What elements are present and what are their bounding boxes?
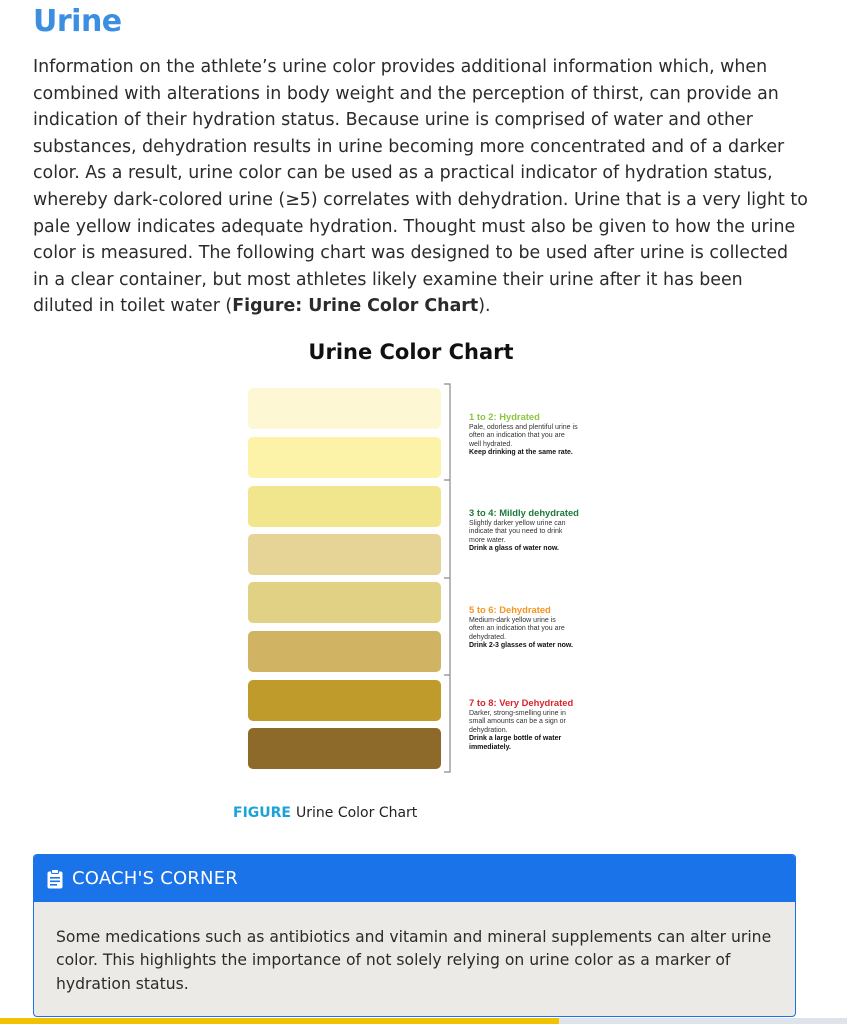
level-description: Medium-dark yellow urine is often an indication that you are dehydrated. bbox=[469, 617, 565, 641]
swatch-4 bbox=[248, 534, 441, 575]
level-advice: Drink 2-3 glasses of water now. bbox=[469, 642, 573, 650]
figure-reference-link[interactable]: Figure: Urine Color Chart bbox=[232, 296, 479, 317]
coach-corner-title: COACH'S CORNER bbox=[72, 868, 239, 889]
swatch-8 bbox=[248, 728, 441, 769]
level-description: Darker, strong-smelling urine in small amounts can be a sign or dehydration. bbox=[469, 710, 566, 734]
level-5-6-dehydrated bbox=[469, 604, 599, 651]
clipboard-icon bbox=[47, 869, 63, 889]
level-title: 1 to 2: Hydrated bbox=[469, 411, 540, 422]
level-title: 5 to 6: Dehydrated bbox=[469, 604, 551, 615]
level-3-4-mildly-dehydrated bbox=[469, 507, 599, 554]
swatch-1 bbox=[248, 388, 441, 429]
coach-corner-header bbox=[34, 855, 795, 902]
intro-paragraph bbox=[33, 54, 808, 320]
level-bracket bbox=[444, 383, 456, 775]
chart-title: Urine Color Chart bbox=[308, 340, 514, 364]
level-advice: Drink a large bottle of water immediately. bbox=[469, 735, 562, 751]
level-7-8-very-dehydrated bbox=[469, 697, 599, 752]
intro-text: Information on the athlete’s urine color provides additional information which, when combined with alterations in body weight and the perception of thirst, can provide an indication of their hydration status. Because urine is comprised of water and other substances, dehydration results in urine becoming more concentrated and of a darker color. As a result, urine color can be used as a practical indicator of hydration status, whereby dark-colored urine (≥5) correlates with dehydration. Urine that is a very light to pale yellow indicates adequate hydration. Thought must also be given to how the urine color is measured. The following chart was designed to be used after urine is collected in a clear container, but most athletes likely examine their urine after it has been diluted in toilet water ( bbox=[33, 57, 808, 317]
level-description: Slightly darker yellow urine can indicate that you need to drink more water. bbox=[469, 520, 566, 544]
figure-caption bbox=[233, 805, 417, 821]
level-title: 3 to 4: Mildly dehydrated bbox=[469, 507, 579, 518]
swatch-2 bbox=[248, 437, 441, 478]
level-advice: Keep drinking at the same rate. bbox=[469, 449, 573, 457]
coach-corner-box bbox=[33, 854, 796, 1017]
figure-caption-text: Urine Color Chart bbox=[295, 805, 418, 821]
coach-corner-body: Some medications such as antibiotics and vitamin and mineral supplements can alter urine color. This highlights the importance of not solely relying on urine color as a marker of hydration status. bbox=[56, 928, 772, 993]
level-advice: Drink a glass of water now. bbox=[469, 545, 559, 553]
section-heading: Urine bbox=[33, 4, 122, 39]
intro-text-end: ). bbox=[478, 296, 491, 317]
level-title: 7 to 8: Very Dehydrated bbox=[469, 697, 574, 708]
page-bottom-bar bbox=[0, 1018, 847, 1024]
swatch-6 bbox=[248, 631, 441, 672]
swatch-7 bbox=[248, 680, 441, 721]
level-description: Pale, odorless and plentiful urine is often an indication that you are well hydrated. bbox=[469, 424, 578, 448]
level-1-2-hydrated bbox=[469, 411, 599, 458]
figure-caption-label: FIGURE bbox=[233, 805, 291, 821]
swatch-5 bbox=[248, 582, 441, 623]
swatch-3 bbox=[248, 486, 441, 527]
